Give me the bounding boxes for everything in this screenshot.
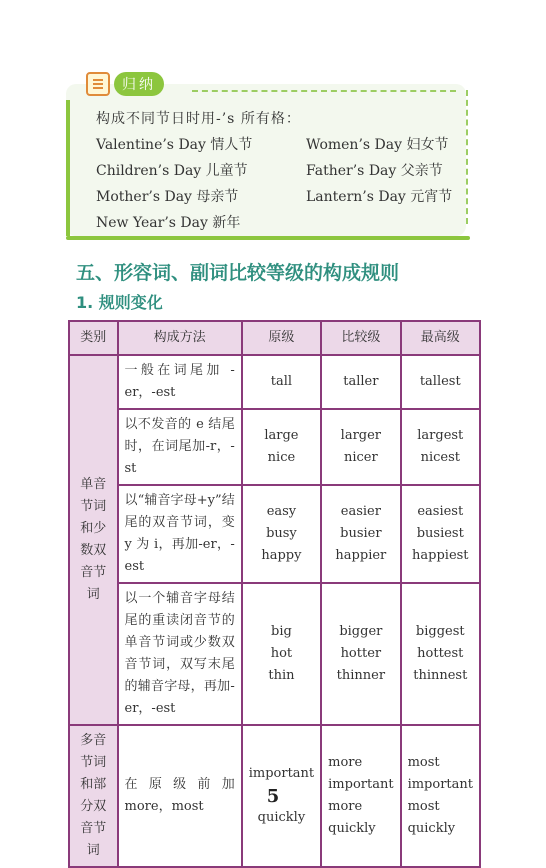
summary-badge	[86, 72, 166, 96]
method-cell: 一般在词尾加 -er，-est	[118, 355, 242, 409]
festival-item: New Year’s Day 新年	[96, 215, 241, 231]
festival-item: Mother’s Day 母亲节	[96, 189, 239, 205]
festival-item: Women’s Day 妇女节	[306, 137, 449, 153]
header-superlative: 最高级	[401, 321, 480, 355]
base-cell: tall	[242, 355, 321, 409]
summary-badge-label: 归纳	[114, 72, 164, 96]
category-cell: 单音节词和少数双音节词	[69, 355, 118, 725]
sub-heading: 1. 规则变化	[76, 293, 163, 312]
section-heading: 五、形容词、副词比较等级的构成规则	[76, 262, 400, 284]
festival-item: Children’s Day 儿童节	[96, 163, 248, 179]
comparative-cell: more important more quickly	[321, 725, 400, 867]
table-row	[69, 583, 480, 725]
summary-dashed-right	[466, 90, 468, 224]
comparative-cell: larger nicer	[321, 409, 400, 485]
comparative-cell: easier busier happier	[321, 485, 400, 583]
festival-item: Father’s Day 父亲节	[306, 163, 443, 179]
comparative-cell: taller	[321, 355, 400, 409]
superlative-cell: most important most quickly	[401, 725, 480, 867]
summary-bottom-bar	[66, 236, 470, 240]
table-header-row	[69, 321, 480, 355]
header-comparative: 比较级	[321, 321, 400, 355]
festival-item: Valentine’s Day 情人节	[96, 137, 253, 153]
superlative-cell: tallest	[401, 355, 480, 409]
summary-left-bar	[66, 100, 70, 236]
table-row	[69, 409, 480, 485]
superlative-cell: easiest busiest happiest	[401, 485, 480, 583]
category-cell: 多音节词和部分双音节词	[69, 725, 118, 867]
table-row	[69, 485, 480, 583]
method-cell: 以一个辅音字母结尾的重读闭音节的单音节词或少数双音节词，双写末尾的辅音字母，再加-er，-est	[118, 583, 242, 725]
method-cell: 在原级前加 more，most	[118, 725, 242, 867]
header-base: 原级	[242, 321, 321, 355]
comparative-cell: bigger hotter thinner	[321, 583, 400, 725]
base-cell: big hot thin	[242, 583, 321, 725]
summary-title: 构成不同节日时用-’s 所有格：	[96, 111, 301, 127]
base-cell: easy busy happy	[242, 485, 321, 583]
summary-dashed-top	[192, 90, 456, 92]
table-row	[69, 355, 480, 409]
method-cell: 以“辅音字母+y”结尾的双音节词，变 y 为 i，再加-er，-est	[118, 485, 242, 583]
base-cell: important quickly	[242, 725, 321, 867]
festival-item: Lantern’s Day 元宵节	[306, 189, 453, 205]
base-cell: large nice	[242, 409, 321, 485]
superlative-cell: largest nicest	[401, 409, 480, 485]
notebook-icon	[86, 72, 110, 96]
superlative-cell: biggest hottest thinnest	[401, 583, 480, 725]
page-number: 5	[266, 786, 280, 807]
header-category: 类别	[69, 321, 118, 355]
method-cell: 以不发音的 e 结尾时，在词尾加-r，-st	[118, 409, 242, 485]
header-method: 构成方法	[118, 321, 242, 355]
